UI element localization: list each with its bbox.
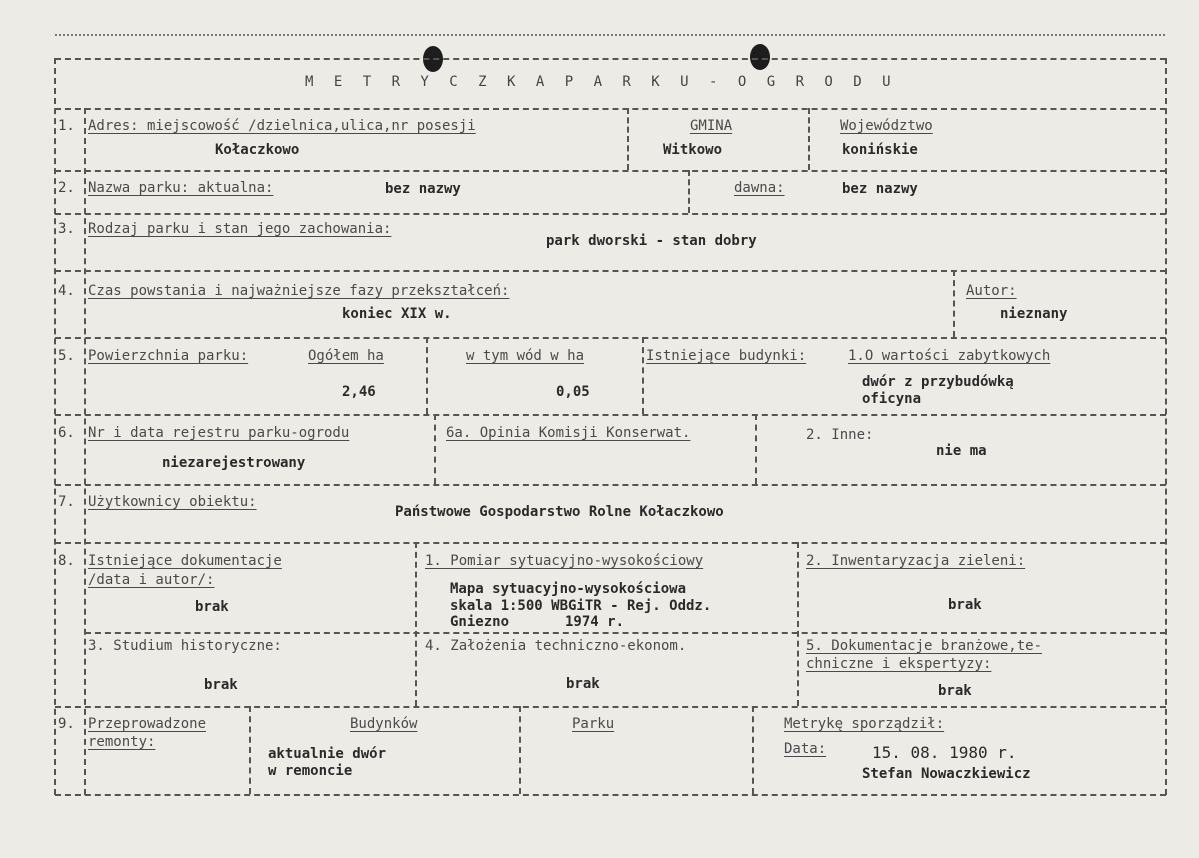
buildings-renovation-line-1: aktualnie dwór: [268, 746, 387, 762]
history-study-value: brak: [204, 677, 238, 693]
park-name-label: Nazwa parku: aktualna:: [88, 180, 274, 196]
survey-line-2: skala 1:500 WBGiTR - Rej. Oddz.: [450, 598, 712, 614]
rule: [55, 542, 1166, 544]
prepared-by-label: Metrykę sporządził:: [784, 716, 945, 732]
users-value: Państwowe Gospodarstwo Rolne Kołaczkowo: [395, 504, 724, 520]
rule: [55, 170, 1166, 172]
greenery-label: 2. Inwentaryzacja zieleni:: [806, 553, 1026, 569]
rule: [627, 108, 629, 170]
other-value: nie ma: [936, 443, 987, 459]
rule: [55, 270, 1166, 272]
register-label: Nr i data rejestru parku-ogrodu: [88, 425, 350, 441]
commission-opinion-label: 6a. Opinia Komisji Konserwat.: [446, 425, 691, 441]
cut-line: [55, 34, 1165, 36]
page-title: M E T R Y C Z K A P A R K U - O G R O D U: [305, 74, 897, 90]
renovations-label-1: Przeprowadzone: [88, 716, 207, 732]
address-label: Adres: miejscowość /dzielnica,ulica,nr posesji: [88, 118, 476, 134]
water-area-value: 0,05: [556, 384, 590, 400]
row-number: 2.: [58, 180, 75, 196]
rule: [808, 108, 810, 170]
historic-value-label: 1.O wartości zabytkowych: [848, 348, 1051, 364]
buildings-renovation-label: Budynków: [350, 716, 418, 732]
survey-year: 1974 r.: [565, 614, 625, 630]
rule: [54, 58, 56, 795]
row-number: 9.: [58, 716, 75, 732]
rule: [84, 108, 86, 795]
other-label: 2. Inne:: [806, 427, 874, 443]
industry-docs-label-2: chniczne i ekspertyzy:: [806, 656, 992, 672]
survey-line-1: Mapa sytuacyjno-wysokościowa: [450, 581, 687, 597]
wojewodztwo-value: konińskie: [842, 142, 918, 158]
row-number: 1.: [58, 118, 75, 134]
water-area-label: w tym wód w ha: [466, 348, 585, 364]
total-area-label: Ogółem ha: [308, 348, 384, 364]
buildings-line-1: dwór z przybudówką: [862, 374, 1014, 390]
gmina-label: GMINA: [690, 118, 733, 134]
total-area-value: 2,46: [342, 384, 376, 400]
park-type-label: Rodzaj parku i stan jego zachowania:: [88, 221, 392, 237]
rule: [688, 170, 690, 213]
rule: [55, 108, 1166, 110]
history-study-label: 3. Studium historyczne:: [88, 638, 282, 654]
row-number: 3.: [58, 221, 75, 237]
buildings-renovation-line-2: w remoncie: [268, 763, 353, 779]
address-value: Kołaczkowo: [215, 142, 300, 158]
park-type-value: park dworski - stan dobry: [546, 233, 757, 249]
date-label: Data:: [784, 741, 827, 757]
creation-time-label: Czas powstania i najważniejsze fazy przekształceń:: [88, 283, 510, 299]
survey-line-3: Gniezno: [450, 614, 510, 630]
rule: [426, 337, 428, 414]
register-value: niezarejestrowany: [162, 455, 306, 471]
park-name-value: bez nazwy: [385, 181, 461, 197]
rule: [1165, 58, 1167, 795]
creation-time-value: koniec XIX w.: [342, 306, 452, 322]
industry-docs-value: brak: [938, 683, 972, 699]
rule: [519, 706, 521, 794]
renovations-label-2: remonty:: [88, 734, 156, 750]
rule: [797, 542, 799, 706]
row-number: 7.: [58, 494, 75, 510]
documentation-label-2: /data i autor/:: [88, 572, 215, 588]
survey-label: 1. Pomiar sytuacyjno-wysokościowy: [425, 553, 704, 569]
gmina-value: Witkowo: [663, 142, 723, 158]
rule: [55, 484, 1166, 486]
rule: [55, 794, 1166, 796]
buildings-label: Istniejące budynki:: [646, 348, 807, 364]
author-label: Autor:: [966, 283, 1017, 299]
row-number: 6.: [58, 425, 75, 441]
rule: [415, 542, 417, 706]
wojewodztwo-label: Województwo: [840, 118, 933, 134]
author-value: nieznany: [1000, 306, 1068, 322]
rule: [55, 58, 1166, 60]
binder-hole-right: [750, 44, 770, 70]
tech-econ-label: 4. Założenia techniczno-ekonom.: [425, 638, 687, 654]
rule: [85, 632, 1166, 634]
former-name-label: dawna:: [734, 180, 785, 196]
author-name: Stefan Nowaczkiewicz: [862, 766, 1031, 782]
park-renovation-label: Parku: [572, 716, 615, 732]
rule: [55, 414, 1166, 416]
documentation-value: brak: [195, 599, 229, 615]
rule: [55, 706, 1166, 708]
industry-docs-label-1: 5. Dokumentacje branżowe,te-: [806, 638, 1043, 654]
row-number: 8.: [58, 553, 75, 569]
row-number: 4.: [58, 283, 75, 299]
rule: [752, 706, 754, 794]
rule: [642, 337, 644, 414]
row-number: 5.: [58, 348, 75, 364]
date-value: 15. 08. 1980 r.: [872, 743, 1017, 762]
rule: [55, 337, 1166, 339]
buildings-line-2: oficyna: [862, 391, 922, 407]
rule: [55, 213, 1166, 215]
rule: [434, 414, 436, 484]
tech-econ-value: brak: [566, 676, 600, 692]
rule: [755, 414, 757, 484]
users-label: Użytkownicy obiektu:: [88, 494, 257, 510]
area-label: Powierzchnia parku:: [88, 348, 249, 364]
rule: [249, 706, 251, 794]
greenery-value: brak: [948, 597, 982, 613]
rule: [953, 270, 955, 337]
documentation-label-1: Istniejące dokumentacje: [88, 553, 282, 569]
former-name-value: bez nazwy: [842, 181, 918, 197]
